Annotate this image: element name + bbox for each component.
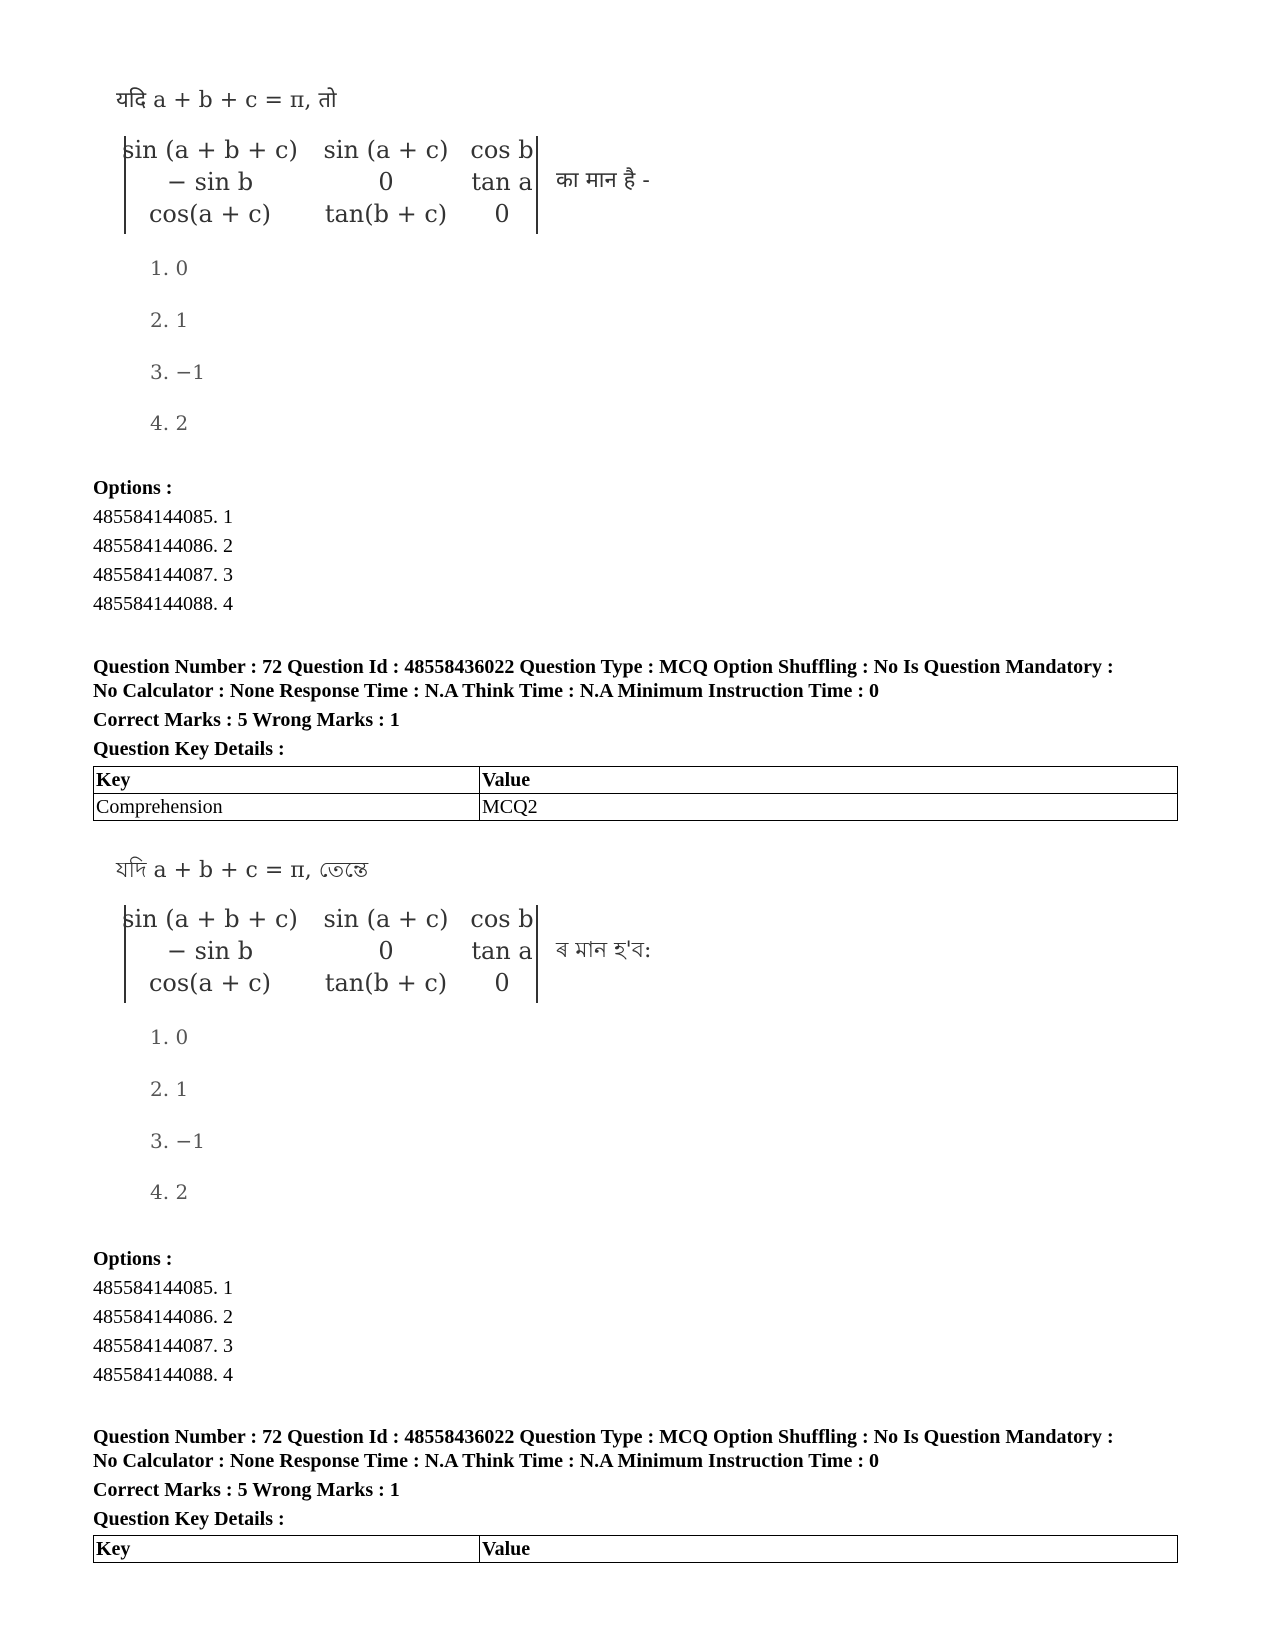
choice-item: 2. 1: [150, 308, 189, 332]
marks-text: Correct Marks : 5 Wrong Marks : 1: [93, 709, 400, 731]
matrix-cell: 0: [378, 168, 394, 196]
key-details-label: Question Key Details :: [93, 1508, 285, 1530]
matrix-cell: tan a: [471, 168, 533, 196]
option-line: 485584144088. 4: [93, 1364, 233, 1386]
matrix-cell: tan(b + c): [324, 200, 448, 228]
matrix-cell: sin (a + b + c): [122, 905, 298, 933]
question-prompt: যদি a + b + c = π, তেন্তে: [116, 858, 369, 883]
choice-item: 3. −1: [150, 360, 205, 384]
marks-block: [93, 706, 400, 764]
choice-item: 2. 1: [150, 1077, 189, 1101]
option-line: 485584144088. 4: [93, 593, 233, 615]
key-details-table: [93, 1535, 1178, 1563]
table-header-key: Key: [94, 1536, 480, 1563]
table-cell-key: Comprehension: [94, 794, 480, 821]
marks-block: [93, 1476, 400, 1534]
table-cell-value: MCQ2: [480, 794, 1178, 821]
question-meta-line1: Question Number : 72 Question Id : 48558436022 Question Type : MCQ Option Shuffling : No Is Question Mandatory :: [93, 656, 1114, 678]
table-header-value: Value: [480, 767, 1178, 794]
options-label: Options :: [93, 1248, 173, 1270]
matrix-cell: sin (a + b + c): [122, 136, 298, 164]
marks-text: Correct Marks : 5 Wrong Marks : 1: [93, 1479, 400, 1501]
option-line: 485584144086. 2: [93, 535, 233, 557]
question-suffix: ৰ মান হ'ব:: [556, 938, 652, 963]
matrix-cell: 0: [494, 200, 510, 228]
key-details-label: Question Key Details :: [93, 738, 285, 760]
matrix-cell: cos b: [470, 905, 534, 933]
choice-item: 1. 0: [150, 256, 189, 280]
choice-item: 3. −1: [150, 1129, 205, 1153]
matrix-cell: 0: [378, 937, 394, 965]
question-prompt: यदि a + b + c = π, तो: [116, 88, 337, 113]
matrix-cell: cos(a + c): [148, 969, 272, 997]
matrix-cell: cos b: [470, 136, 534, 164]
determinant-matrix: [124, 905, 538, 1003]
choice-item: 4. 2: [150, 411, 189, 435]
table-header-row: [94, 1536, 1178, 1563]
matrix-cell: sin (a + c): [323, 136, 449, 164]
matrix-cell: − sin b: [166, 168, 254, 196]
option-line: 485584144085. 1: [93, 1277, 233, 1299]
matrix-cell: tan(b + c): [324, 969, 448, 997]
choice-item: 4. 2: [150, 1180, 189, 1204]
question-meta: [93, 1425, 1193, 1473]
matrix-cell: cos(a + c): [148, 200, 272, 228]
table-header-key: Key: [94, 767, 480, 794]
matrix-cell: tan a: [471, 937, 533, 965]
options-block: [93, 474, 233, 619]
option-line: 485584144087. 3: [93, 1335, 233, 1357]
question-meta-line1: Question Number : 72 Question Id : 48558436022 Question Type : MCQ Option Shuffling : No Is Question Mandatory :: [93, 1426, 1114, 1448]
matrix-cell: sin (a + c): [323, 905, 449, 933]
matrix-cell: 0: [494, 969, 510, 997]
table-row: [94, 794, 1178, 821]
question-meta-line2: No Calculator : None Response Time : N.A Think Time : N.A Minimum Instruction Time : 0: [93, 680, 879, 702]
matrix-cell: − sin b: [166, 937, 254, 965]
options-label: Options :: [93, 477, 173, 499]
option-line: 485584144087. 3: [93, 564, 233, 586]
determinant-matrix: [124, 136, 538, 234]
question-meta-line2: No Calculator : None Response Time : N.A Think Time : N.A Minimum Instruction Time : 0: [93, 1450, 879, 1472]
table-header-value: Value: [480, 1536, 1178, 1563]
question-meta: [93, 655, 1193, 703]
option-line: 485584144086. 2: [93, 1306, 233, 1328]
key-details-table: [93, 766, 1178, 821]
choice-item: 1. 0: [150, 1025, 189, 1049]
option-line: 485584144085. 1: [93, 506, 233, 528]
question-suffix: का मान है -: [556, 168, 650, 193]
options-block: [93, 1245, 233, 1390]
question-image-hindi: [110, 84, 670, 444]
question-image-assamese: [110, 853, 670, 1213]
table-header-row: [94, 767, 1178, 794]
